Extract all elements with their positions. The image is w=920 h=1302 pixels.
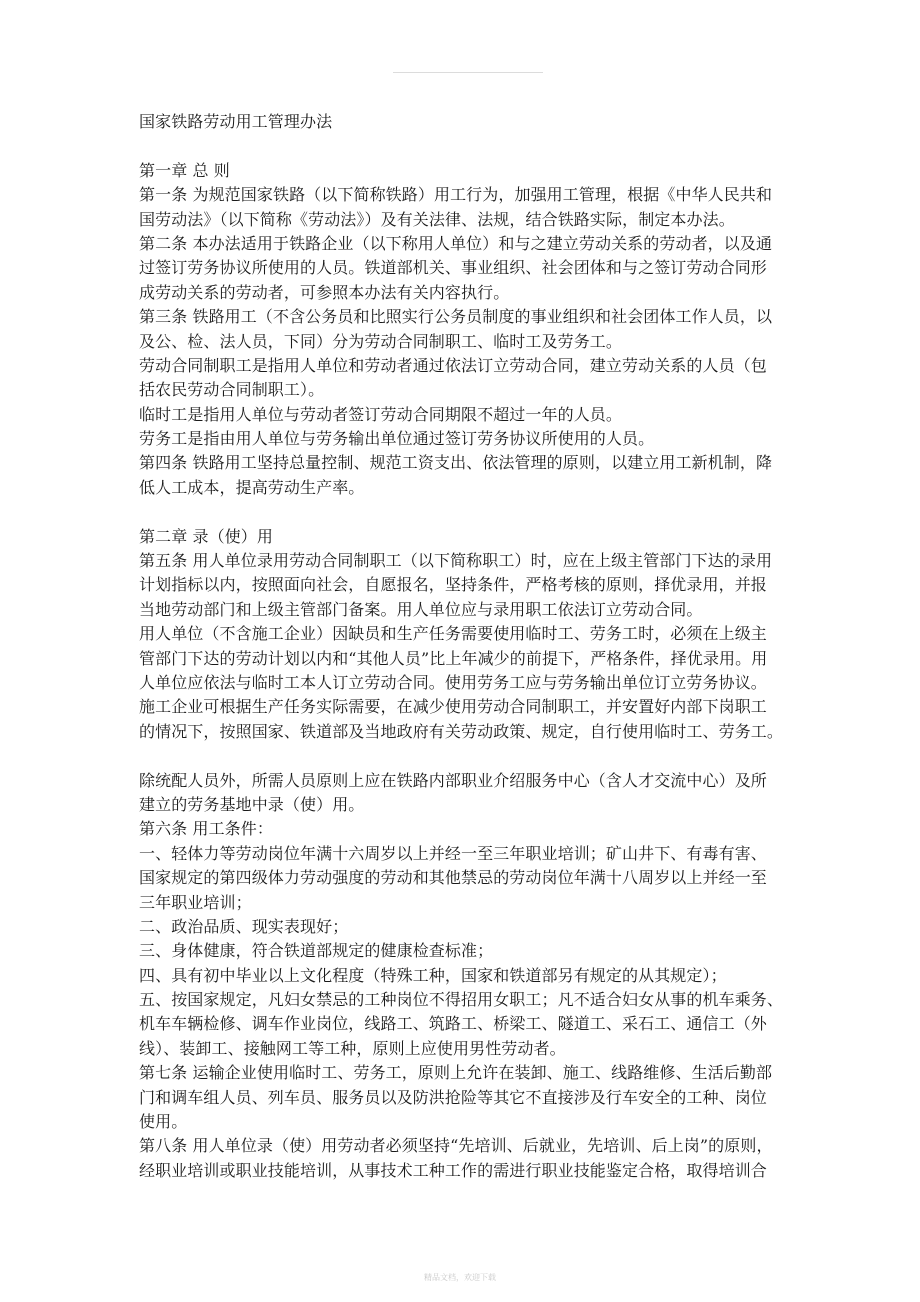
text-line: 四、具有初中毕业以上文化程度（特殊工种，国家和铁道部另有规定的从其规定）；: [139, 965, 727, 985]
text-line: 除统配人员外，所需人员原则上应在铁路内部职业介绍服务中心（含人才交流中心）及所: [139, 770, 767, 790]
text-line: 门和调车组人员、列车员、服务员以及防洪抢险等其它不直接涉及行车安全的工种、岗位: [139, 1087, 767, 1107]
text-line: 括农民劳动合同制职工）。: [139, 380, 325, 400]
text-line: 经职业培训或职业技能培训，从事技术工种工作的需进行职业技能鉴定合格，取得培训合: [139, 1160, 767, 1180]
blank-line: [139, 744, 789, 768]
text-line: 国家规定的第四级体力劳动强度的劳动和其他禁忌的劳动岗位年满十八周岁以上并经一至: [139, 868, 767, 888]
text-line: 第二条 本办法适用于铁路企业（以下称用人单位）和与之建立劳动关系的劳动者，以及通: [139, 233, 773, 253]
text-line: 第一章 总 则: [139, 160, 230, 180]
text-line: 管部门下达的劳动计划以内和“其他人员”比上年减少的前提下，严格条件，择优录用。用: [139, 648, 768, 668]
text-line: 使用。: [139, 1112, 188, 1132]
text-line: 第四条 铁路用工坚持总量控制、规范工资支出、依法管理的原则，以建立用工新机制，降: [139, 453, 773, 473]
document-body: [139, 110, 789, 1183]
text-line: 第六条 用工条件：: [139, 819, 273, 839]
text-line: 临时工是指用人单位与劳动者签订劳动合同期限不超过一年的人员。: [139, 404, 623, 424]
text-line: 一、轻体力等劳动岗位年满十六周岁以上并经一至三年职业培训；矿山井下、有毒有害、: [139, 843, 767, 863]
text-line: 的情况下，按照国家、铁道部及当地政府有关劳动政策、规定，自行使用临时工、劳务工。: [139, 721, 784, 741]
text-line: 计划指标以内，按照面向社会，自愿报名，坚持条件，严格考核的原则，择优录用，并报: [139, 575, 767, 595]
text-line: 劳动合同制职工是指用人单位和劳动者通过依法订立劳动合同，建立劳动关系的人员（包: [139, 355, 767, 375]
text-line: 五、按国家规定，凡妇女禁忌的工种岗位不得招用女职工；凡不适合妇女从事的机车乘务、: [139, 990, 784, 1010]
text-line: 国劳动法》（以下简称《劳动法》）及有关法律、法规，结合铁路实际，制定本办法。: [139, 209, 735, 229]
text-line: 当地劳动部门和上级主管部门备案。用人单位应与录用职工依法订立劳动合同。: [139, 599, 703, 619]
text-line: 用人单位（不含施工企业）因缺员和生产任务需要使用临时工、劳务工时，必须在上级主: [139, 624, 767, 644]
text-line: 第一条 为规范国家铁路（以下简称铁路）用工行为，加强用工管理，根据《中华人民共和: [139, 185, 773, 205]
document-lines: [139, 159, 789, 1183]
blank-line: [139, 500, 789, 524]
text-line: 低人工成本，提高劳动生产率。: [139, 477, 365, 497]
text-line: 第二章 录（使）用: [139, 526, 273, 546]
text-line: 人单位应依法与临时工本人订立劳动合同。使用劳务工应与劳务输出单位订立劳务协议。: [139, 672, 767, 692]
text-line: 线）、装卸工、接触网工等工种，原则上应使用男性劳动者。: [139, 1038, 566, 1058]
text-line: 第八条 用人单位录（使）用劳动者必须坚持“先培训、后就业，先培训、后上岗”的原则，: [139, 1136, 773, 1156]
header-rule: [393, 72, 543, 73]
text-line: 第三条 铁路用工（不含公务员和比照实行公务员制度的事业组织和社会团体工作人员，以: [139, 307, 773, 327]
text-line: 三、身体健康，符合铁道部规定的健康检查标准；: [139, 941, 494, 961]
text-line: 三年职业培训；: [139, 892, 252, 912]
text-line: 过签订劳务协议所使用的人员。铁道部机关、事业组织、社会团体和与之签订劳动合同形: [139, 258, 767, 278]
text-line: 建立的劳务基地中录（使）用。: [139, 794, 365, 814]
text-line: 成劳动关系的劳动者，可参照本办法有关内容执行。: [139, 282, 510, 302]
text-line: 劳务工是指由用人单位与劳务输出单位通过签订劳务协议所使用的人员。: [139, 429, 655, 449]
text-line: 施工企业可根据生产任务实际需要，在减少使用劳动合同制职工，并安置好内部下岗职工: [139, 697, 767, 717]
text-line: 及公、检、法人员，下同）分为劳动合同制职工、临时工及劳务工。: [139, 331, 623, 351]
blank-line: [139, 134, 789, 158]
text-line: 二、政治品质、现实表现好；: [139, 916, 349, 936]
document-title: 国家铁路劳动用工管理办法: [139, 112, 333, 131]
text-line: 第七条 运输企业使用临时工、劳务工，原则上允许在装卸、施工、线路维修、生活后勤部: [139, 1063, 773, 1083]
text-line: 第五条 用人单位录用劳动合同制职工（以下简称职工）时，应在上级主管部门下达的录用: [139, 551, 773, 571]
page-footer: 精品文档，欢迎下载: [424, 1273, 496, 1282]
text-line: 机车车辆检修、调车作业岗位，线路工、筑路工、桥梁工、隧道工、采石工、通信工（外: [139, 1014, 767, 1034]
